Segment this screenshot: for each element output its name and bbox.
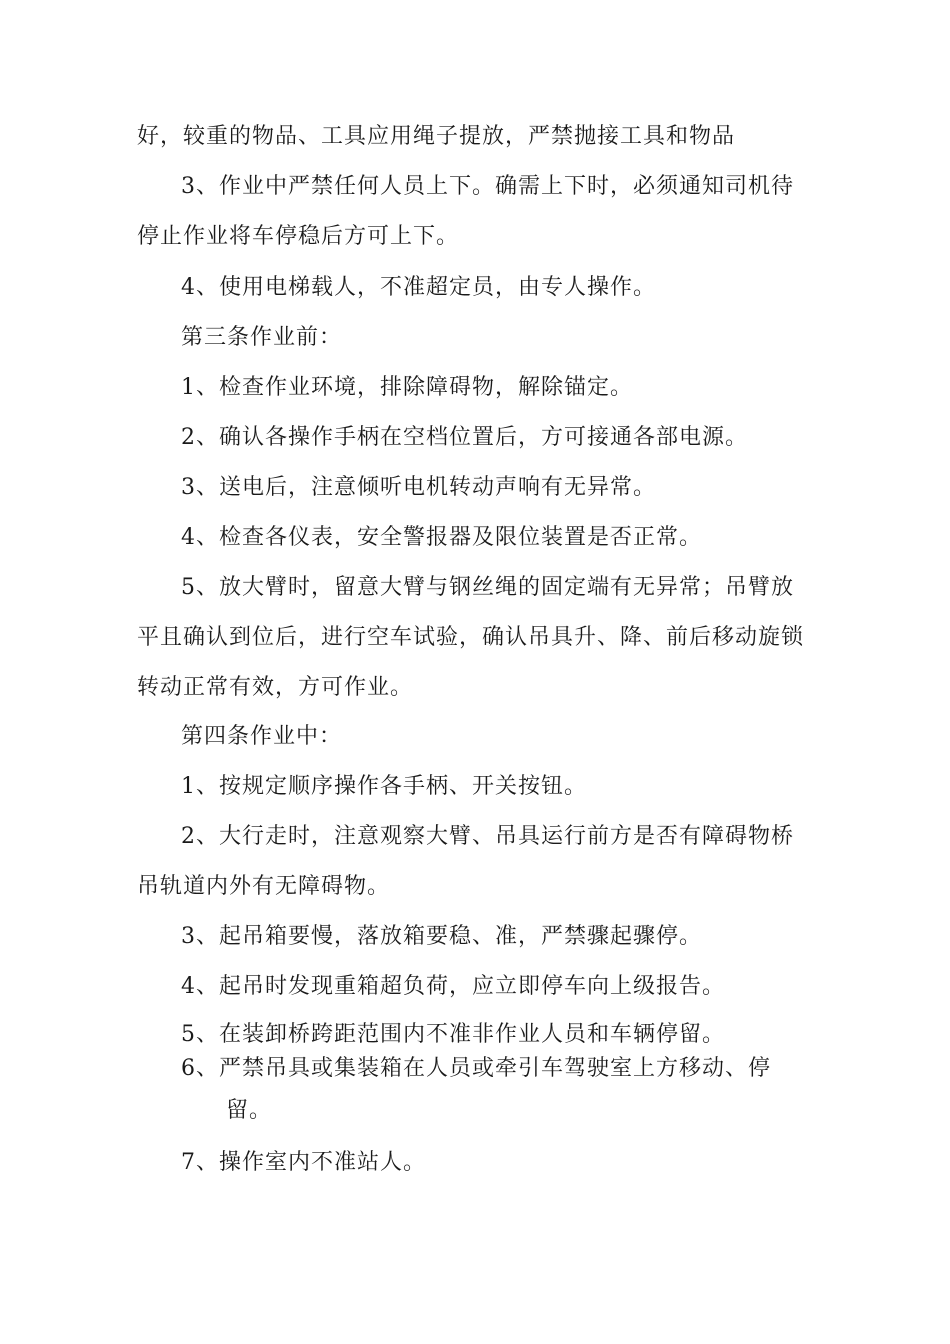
text-line: 4、使用电梯载人，不准超定员，由专人操作。 <box>181 275 656 300</box>
text-line: 3、作业中严禁任何人员上下。确需上下时，必须通知司机待 <box>181 174 794 199</box>
text-line: 2、大行走时，注意观察大臂、吊具运行前方是否有障碍物桥 <box>181 824 794 849</box>
text-line: 留。 <box>226 1098 273 1123</box>
text-line: 2、确认各操作手柄在空档位置后，方可接通各部电源。 <box>181 425 748 450</box>
text-line: 停止作业将车停稳后方可上下。 <box>137 224 460 249</box>
text-line: 1、按规定顺序操作各手柄、开关按钮。 <box>181 774 587 799</box>
section-heading: 第三条作业前： <box>181 325 343 350</box>
text-line: 3、送电后，注意倾听电机转动声响有无异常。 <box>181 475 656 500</box>
text-line: 平且确认到位后，进行空车试验，确认吊具升、降、前后移动旋锁 <box>137 625 805 650</box>
text-line: 7、操作室内不准站人。 <box>181 1150 426 1175</box>
text-line: 3、起吊箱要慢，落放箱要稳、准，严禁骤起骤停。 <box>181 924 702 949</box>
text-line: 4、检查各仪表，安全警报器及限位装置是否正常。 <box>181 525 702 550</box>
text-line: 5、在装卸桥跨距范围内不准非作业人员和车辆停留。 <box>181 1022 725 1047</box>
text-line: 转动正常有效，方可作业。 <box>137 675 414 700</box>
text-line: 6、严禁吊具或集装箱在人员或牵引车驾驶室上方移动、停 <box>181 1056 771 1081</box>
text-line: 4、起吊时发现重箱超负荷，应立即停车向上级报告。 <box>181 974 725 999</box>
section-heading: 第四条作业中： <box>181 724 343 749</box>
text-line: 好，较重的物品、工具应用绳子提放，严禁抛接工具和物品 <box>137 124 736 149</box>
text-line: 吊轨道内外有无障碍物。 <box>137 874 391 899</box>
text-line: 5、放大臂时，留意大臂与钢丝绳的固定端有无异常；吊臂放 <box>181 575 794 600</box>
text-line: 1、检查作业环境，排除障碍物，解除锚定。 <box>181 375 633 400</box>
